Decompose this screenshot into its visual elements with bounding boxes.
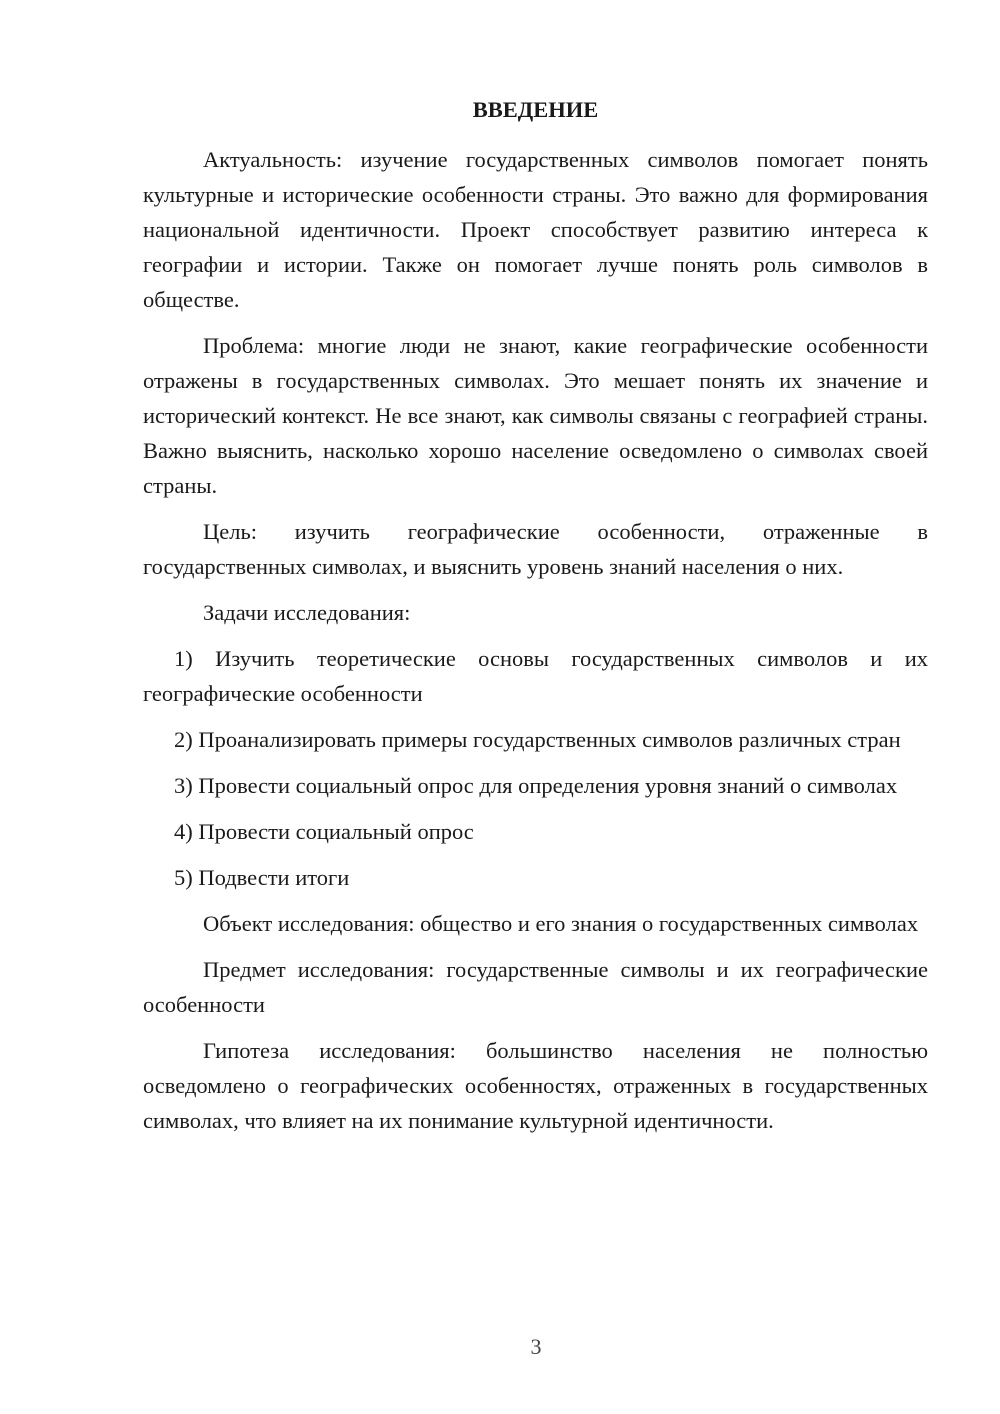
section-heading: ВВЕДЕНИЕ — [472, 97, 599, 122]
page-content — [143, 92, 928, 1149]
task-item-3: 3) Провести социальный опрос для определения уровня знаний о символах — [174, 773, 898, 798]
paragraph-subject: Предмет исследования: государственные символы и их географические особенности — [143, 957, 928, 1017]
paragraph-problem: Проблема: многие люди не знают, какие географические особенности отражены в государственных символах. Это мешает понять их значение и исторический контекст. Не все знают, как символы связаны с географией страны. Важно выяснить, насколько хорошо население осведомлено о символах своей страны. — [143, 333, 928, 498]
paragraph-hypothesis: Гипотеза исследования: большинство населения не полностью осведомлено о географических особенностях, отраженных в государственных символах, что влияет на их понимание культурной идентичности. — [143, 1038, 928, 1133]
page-number: 3 — [530, 1334, 542, 1359]
paragraph-relevance: Актуальность: изучение государственных символов помогает понять культурные и исторические особенности страны. Это важно для формирования национальной идентичности. Проект способствует развитию интереса к географии и истории. Также он помогает лучше понять роль символов в обществе. — [143, 147, 928, 312]
paragraph-goal: Цель: изучить географические особенности, отраженные в государственных символах, и выяснить уровень знаний населения о них. — [143, 519, 928, 579]
task-item-4: 4) Провести социальный опрос — [174, 819, 474, 844]
paragraph-object: Объект исследования: общество и его знания о государственных символах — [203, 911, 919, 936]
task-item-5: 5) Подвести итоги — [174, 865, 350, 890]
tasks-intro: Задачи исследования: — [203, 600, 411, 625]
task-item-2: 2) Проанализировать примеры государственных символов различных стран — [174, 727, 901, 752]
task-item-1: 1) Изучить теоретические основы государственных символов и их географические особенности — [143, 646, 928, 706]
